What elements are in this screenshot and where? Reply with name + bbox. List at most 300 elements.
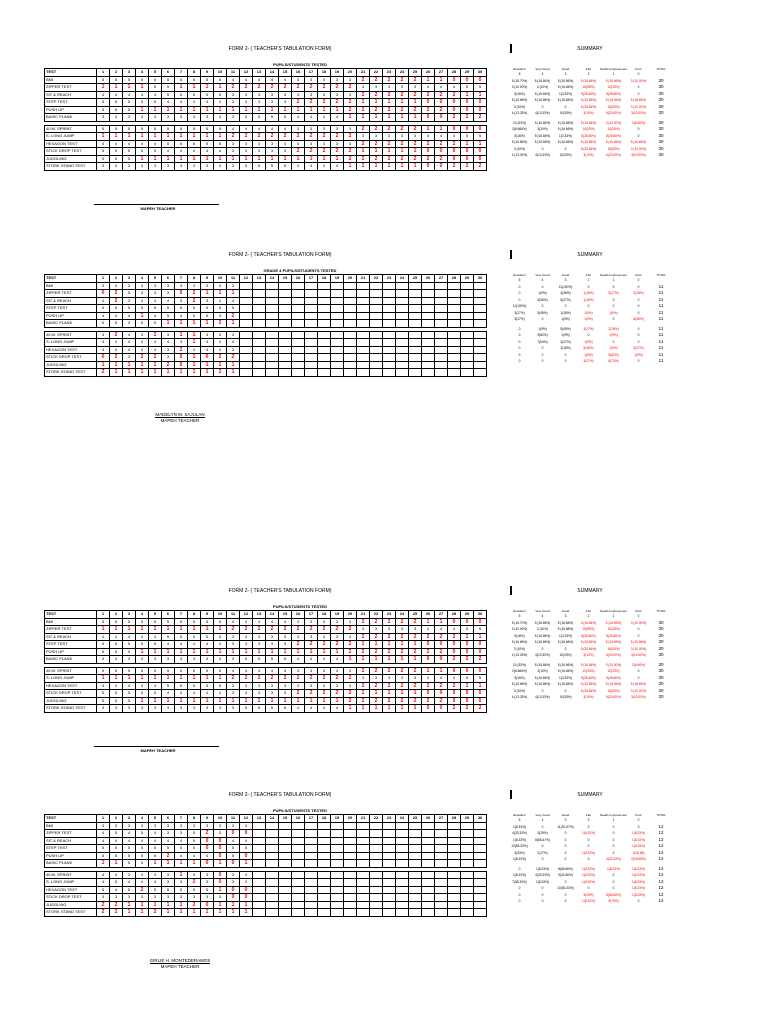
score-cell: 5 [123,618,136,626]
score-cell [318,369,331,377]
score-cell [370,320,383,328]
column-number: 29 [461,611,474,619]
score-cell: 1 [214,909,227,917]
score-cell: 5 [201,91,214,99]
score-cell: 3 [331,140,344,148]
summary-value: 1(8.33%) [632,892,645,897]
summary-total: 12 [658,865,664,871]
score-cell: 2 [383,140,396,148]
score-cell [461,369,474,377]
score-cell: 4 [448,84,461,92]
divider [510,586,512,595]
column-number: 30 [474,815,487,823]
tabulation-table [44,814,487,917]
score-cell: 2 [383,633,396,641]
summary-total: 30 [658,103,664,109]
score-cell [305,901,318,909]
score-cell: 5 [240,705,253,713]
score-cell: 3 [318,76,331,84]
score-cell: 2 [396,682,409,690]
score-cell [474,830,487,838]
test-name: JUGGLING [45,361,97,369]
score-cell: 1 [162,909,175,917]
score-cell: 5 [97,641,110,649]
score-cell [461,331,474,339]
summary-value: 5 (16.66%) [534,91,551,96]
score-cell: 3 [110,114,123,122]
score-cell [383,331,396,339]
score-cell: 4 [162,837,175,845]
summary-value: 0 [518,284,521,289]
score-cell: 1 [344,656,357,664]
test-name: STICK DROP TEST [45,354,97,362]
score-cell [279,879,292,887]
score-cell: 5 [97,125,110,133]
score-cell: 5 [214,305,227,313]
summary-header: Good [561,272,570,277]
tabulation-block [0,790,768,990]
score-cell [461,339,474,347]
score-cell: 4 [149,830,162,838]
summary-value: 3(10%) [583,153,594,158]
score-cell: 1 [422,667,435,675]
score-cell: 3 [136,282,149,290]
column-number: 20 [344,69,357,77]
summary-table [508,807,672,905]
score-cell: 2 [409,697,422,705]
score-cell: 1 [305,155,318,163]
score-cell: 1 [383,690,396,698]
summary-value: 0 [637,899,640,904]
score-cell: 2 [253,626,266,634]
summary-title: SUMMARY [577,252,603,258]
score-cell: 2 [396,697,409,705]
summary-value: 1(8.33%) [582,831,595,836]
score-cell: 4 [279,618,292,626]
score-cell: 5 [474,133,487,141]
score-cell: 1 [370,163,383,171]
score-cell [318,331,331,339]
score-cell [383,822,396,830]
score-cell [370,339,383,347]
score-cell: 1 [409,641,422,649]
score-cell: 1 [461,682,474,690]
score-cell: 0 [227,860,240,868]
score-cell [292,320,305,328]
score-cell: 5 [110,697,123,705]
score-cell [422,361,435,369]
score-cell [409,871,422,879]
score-cell: 1 [240,106,253,114]
score-cell: 5 [227,845,240,853]
score-cell: 2 [422,697,435,705]
score-cell [461,901,474,909]
score-cell: 5 [201,886,214,894]
score-cell: 5 [266,163,279,171]
score-cell [344,339,357,347]
score-cell: 5 [123,290,136,298]
score-cell [240,312,253,320]
score-cell: 3 [175,114,188,122]
summary-value: 5 (16.66%) [557,620,574,625]
score-cell [357,879,370,887]
score-cell: 2 [422,91,435,99]
score-cell: 2 [214,320,227,328]
summary-total: 30 [658,632,664,638]
score-cell: 1 [214,290,227,298]
summary-value: 1(8.33%) [536,879,549,884]
score-cell [370,886,383,894]
score-cell [370,346,383,354]
summary-value: 5 (16.66%) [605,620,622,625]
score-cell: 0 [214,852,227,860]
score-cell: 1 [201,290,214,298]
score-cell: 5 [162,682,175,690]
score-cell [409,830,422,838]
score-cell: 4 [201,339,214,347]
summary-value: 0 [518,291,521,296]
column-number: 1 [97,275,110,283]
score-cell [396,909,409,917]
score-cell: 1 [357,641,370,649]
summary-value: 0 [637,675,640,680]
score-cell: 5 [162,140,175,148]
score-cell [435,331,448,339]
score-cell: 4 [188,852,201,860]
score-cell: 3 [292,682,305,690]
summary-value: 4(13.33%) [535,695,550,700]
summary-total: 30 [658,110,664,116]
test-name: S. LONG JUMP [45,133,97,141]
summary-value: 3(10%) [537,669,548,674]
summary-value: 8(26.66%) [606,633,621,638]
summary-header: Poor [635,608,642,613]
score-cell: 4 [162,641,175,649]
test-name: BMI [45,76,97,84]
score-cell: 1 [305,697,318,705]
score-cell: 1 [149,155,162,163]
score-cell: 0 [448,99,461,107]
summary-value: 3 (10.00%) [630,688,647,693]
score-cell: 1 [357,656,370,664]
score-cell: 3 [227,682,240,690]
summary-value: 9(82%) [537,333,548,338]
score-cell: 5 [110,879,123,887]
score-cell: 5 [110,148,123,156]
score-cell: 1 [188,320,201,328]
summary-total: 11 [658,332,664,338]
score-cell: 1 [305,648,318,656]
summary-value: 1(8.33%) [632,873,645,878]
column-number: 28 [448,69,461,77]
score-cell: 5 [123,106,136,114]
score-cell [409,837,422,845]
score-cell [292,346,305,354]
score-cell [422,354,435,362]
score-cell: 4 [149,633,162,641]
score-cell: 4 [97,297,110,305]
score-cell: 2 [357,155,370,163]
summary-value: 0 [564,850,567,855]
score-cell: 3 [292,140,305,148]
score-cell: 3 [344,91,357,99]
score-cell: 4 [435,675,448,683]
score-cell [318,901,331,909]
score-cell [344,879,357,887]
score-cell: 4 [149,682,162,690]
score-cell [357,290,370,298]
summary-value: 5 (16.66%) [580,662,597,667]
score-cell [448,361,461,369]
score-cell [357,305,370,313]
score-cell [357,909,370,917]
score-cell [266,837,279,845]
score-cell: 5 [175,667,188,675]
score-cell: 4 [123,830,136,838]
score-cell [279,305,292,313]
summary-value: 3(27%) [583,359,594,364]
score-cell: 2 [435,633,448,641]
score-cell [383,339,396,347]
score-cell: 4 [123,312,136,320]
test-name: STICK DROP TEST [45,690,97,698]
summary-value: 1(8.33%) [513,873,526,878]
score-cell [448,871,461,879]
summary-value: 0 [564,899,567,904]
score-cell: 4 [214,346,227,354]
score-cell: 0 [474,106,487,114]
score-cell: 5 [188,618,201,626]
summary-total: 30 [658,84,664,90]
score-cell: 2 [266,133,279,141]
score-cell: 0 [448,155,461,163]
score-cell: 3 [162,282,175,290]
score-cell [370,354,383,362]
summary-header: Good [561,608,570,613]
score-cell: 2 [370,633,383,641]
score-cell: 0 [422,690,435,698]
score-cell: 1 [201,675,214,683]
score-cell: 5 [253,656,266,664]
score-cell: 4 [253,76,266,84]
score-cell [266,320,279,328]
score-cell: 5 [188,91,201,99]
score-cell: 4 [175,837,188,845]
score-cell: 1 [149,106,162,114]
score-cell: 2 [357,91,370,99]
summary-score: 3 [564,72,567,77]
score-cell [357,312,370,320]
score-cell: 3 [227,114,240,122]
column-number: 17 [305,611,318,619]
summary-value: 0 [518,352,521,357]
summary-score: 3 [564,818,567,823]
score-cell: 1 [409,163,422,171]
score-cell [461,845,474,853]
score-cell: 0 [201,860,214,868]
score-cell: 0 [461,148,474,156]
score-cell: 4 [201,690,214,698]
score-cell [318,909,331,917]
score-cell: 2 [214,369,227,377]
score-cell [344,346,357,354]
score-cell: 5 [97,106,110,114]
score-cell: 5 [175,91,188,99]
score-cell: 2 [357,667,370,675]
score-cell: 4 [318,163,331,171]
score-cell: 1 [227,290,240,298]
score-cell: 2 [448,163,461,171]
score-cell [253,860,266,868]
summary-total: 30 [658,132,664,138]
summary-value: 0 [587,844,590,849]
score-cell [279,901,292,909]
summary-value: 1(9%) [609,310,618,315]
score-cell [331,860,344,868]
column-number: 16 [292,275,305,283]
score-cell: 5 [214,633,227,641]
score-cell: 1 [409,690,422,698]
score-cell: 2 [175,346,188,354]
summary-value: 3(10%) [583,111,594,116]
score-cell: 1 [292,648,305,656]
score-cell: 2 [149,909,162,917]
score-cell: 3 [318,140,331,148]
summary-value: 5 (16.66%) [511,682,528,687]
column-number: 27 [435,69,448,77]
form-title: FORM 2- ( TEACHER'S TABULATION FORM) [228,588,332,594]
score-cell: 3 [149,871,162,879]
score-cell [422,822,435,830]
score-cell: 3 [305,682,318,690]
score-cell [305,886,318,894]
score-cell: 5 [149,641,162,649]
score-cell: 3 [227,633,240,641]
score-cell [422,901,435,909]
score-cell: 5 [149,852,162,860]
score-cell [266,361,279,369]
score-cell: 5 [188,682,201,690]
score-cell [383,837,396,845]
score-cell: 1 [279,155,292,163]
signature-block [120,958,240,969]
score-cell: 5 [162,667,175,675]
summary-value: 5 (16.66%) [534,133,551,138]
score-cell: 5 [136,125,149,133]
score-cell: 3 [175,830,188,838]
table-row [45,845,487,853]
summary-value: 3 (10.00%) [630,78,647,83]
score-cell: 0 [227,894,240,902]
score-cell: 4 [266,76,279,84]
score-cell [357,886,370,894]
score-cell: 3 [279,682,292,690]
score-cell [305,837,318,845]
score-cell: 3 [214,282,227,290]
summary-value: 4(33.33%) [535,873,550,878]
summary-header: Poor [635,812,642,817]
score-cell: 1 [292,106,305,114]
score-cell: 1 [344,705,357,713]
score-cell [331,871,344,879]
score-cell: 3 [357,675,370,683]
score-cell: 0 [474,76,487,84]
score-cell: 2 [292,99,305,107]
score-cell: 4 [123,331,136,339]
score-cell: 3 [162,354,175,362]
score-cell: 0 [175,290,188,298]
score-cell: 4 [331,656,344,664]
score-cell: 2 [435,140,448,148]
score-cell [331,331,344,339]
score-cell [409,282,422,290]
column-number: 12 [240,69,253,77]
score-cell: 4 [97,837,110,845]
score-cell: 2 [409,667,422,675]
score-cell: 1 [201,84,214,92]
score-cell [292,822,305,830]
column-number: 29 [461,815,474,823]
score-cell [266,339,279,347]
score-cell: 3 [331,633,344,641]
score-cell: 1 [396,656,409,664]
table-row [45,697,487,705]
score-cell [435,346,448,354]
score-cell: 3 [201,282,214,290]
summary-value: 5 (16.66%) [630,682,647,687]
summary-total: 30 [658,90,664,96]
score-cell [344,822,357,830]
score-cell: 4 [149,346,162,354]
score-cell [357,346,370,354]
score-cell [266,852,279,860]
score-cell: 2 [474,114,487,122]
score-cell: 1 [292,697,305,705]
score-cell [370,894,383,902]
score-cell: 5 [240,114,253,122]
score-cell: 5 [279,114,292,122]
column-number: 2 [110,815,123,823]
signature-line [94,746,219,747]
summary-value: 0 [637,127,640,132]
summary-header: Needs Improvement [600,272,628,277]
score-cell: 2 [383,682,396,690]
score-cell: 5 [110,667,123,675]
score-cell: 3 [292,91,305,99]
score-cell [344,871,357,879]
table-row [45,106,487,114]
score-cell [240,331,253,339]
score-cell: 1 [305,106,318,114]
score-cell: 2 [214,354,227,362]
summary-value: 10(33%) [559,153,572,158]
score-cell: 5 [123,845,136,853]
score-cell: 1 [97,860,110,868]
score-cell: 2 [279,133,292,141]
column-number: 27 [435,815,448,823]
score-cell [448,339,461,347]
score-cell [409,886,422,894]
score-cell [383,852,396,860]
score-cell [253,361,266,369]
score-cell [292,909,305,917]
summary-value: 1(8.33%) [513,824,526,829]
summary-value: 0 [612,824,615,829]
summary-value: 1(8.33%) [582,879,595,884]
score-cell: 3 [149,822,162,830]
test-name: BASIC PLANK [45,320,97,328]
summary-header: Very Good [535,272,550,277]
